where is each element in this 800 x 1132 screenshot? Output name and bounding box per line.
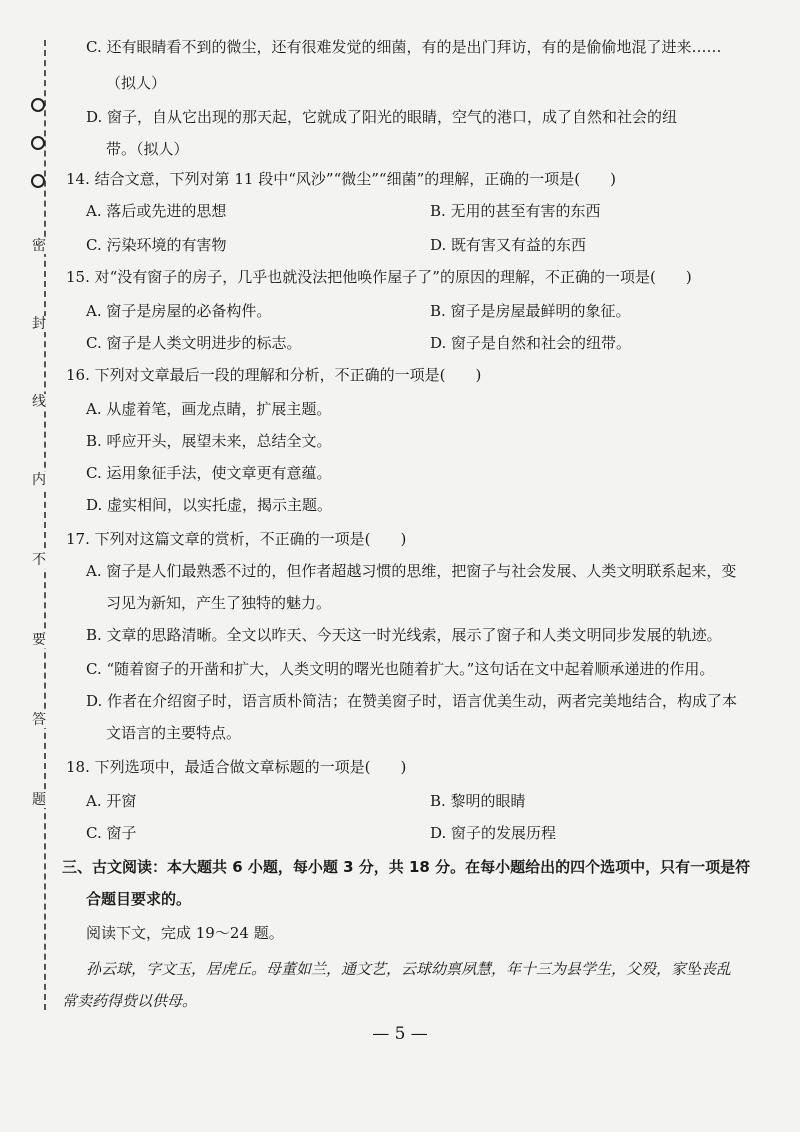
q16-option-c: C. 运用象征手法，使文章更有意蕴。 [86, 464, 332, 482]
binding-hole-circle [31, 136, 45, 150]
q16-stem: 16. 下列对文章最后一段的理解和分析，不正确的一项是( ) [66, 366, 482, 384]
q16-option-a: A. 从虚着笔，画龙点睛，扩展主题。 [86, 400, 332, 418]
q14-option-a: A. 落后或先进的思想 [86, 202, 227, 220]
q14-stem: 14. 结合文意，下列对第 11 段中“风沙”“微尘”“细菌”的理解，正确的一项是( ) [66, 170, 616, 188]
q17-option-d-line1: D. 作者在介绍窗子时，语言质朴简洁；在赞美窗子时，语言优美生动，两者完美地结合，构成了本 [86, 692, 738, 710]
q18-stem: 18. 下列选项中，最适合做文章标题的一项是( ) [66, 758, 407, 776]
side-label: 内 [28, 472, 50, 488]
page-number: — 5 — [372, 1024, 428, 1044]
section3-heading-line2: 合题目要求的。 [86, 890, 192, 908]
q14-option-c: C. 污染环境的有害物 [86, 236, 227, 254]
q15-option-a: A. 窗子是房屋的必备构件。 [86, 302, 272, 320]
side-label: 题 [28, 792, 50, 808]
q18-option-c: C. 窗子 [86, 824, 137, 842]
q18-option-b: B. 黎明的眼睛 [430, 792, 526, 810]
q18-option-a: A. 开窗 [86, 792, 137, 810]
q17-option-a-line1: A. 窗子是人们最熟悉不过的，但作者超越习惯的思维，把窗子与社会发展、人类文明联系起来，变 [86, 562, 737, 580]
q17-stem: 17. 下列对这篇文章的赏析，不正确的一项是( ) [66, 530, 407, 548]
q16-option-d: D. 虚实相间，以实托虚，揭示主题。 [86, 496, 333, 514]
q13-option-d-line1: D. 窗子，自从它出现的那天起，它就成了阳光的眼睛，空气的港口，成了自然和社会的纽 [86, 108, 678, 126]
classical-text-line2: 常卖药得赀以供母。 [62, 992, 198, 1010]
binding-hole-circle [31, 98, 45, 112]
q14-option-d: D. 既有害又有益的东西 [430, 236, 587, 254]
q17-option-a-line2: 习见为新知，产生了独特的魅力。 [106, 594, 332, 612]
q18-option-d: D. 窗子的发展历程 [430, 824, 557, 842]
classical-text-line1: 孙云球，字文玉，居虎丘。母董如兰，通文艺，云球幼禀夙慧，年十三为县学生，父殁，家坠丧乱 [86, 960, 732, 978]
side-label: 封 [28, 316, 50, 332]
section3-instruction: 阅读下文，完成 19～24 题。 [86, 924, 284, 942]
q13-option-c-line1: C. 还有眼睛看不到的微尘，还有很难发觉的细菌，有的是出门拜访，有的是偷偷地混了进来…… [86, 38, 722, 56]
q15-stem: 15. 对“没有窗子的房子，几乎也就没法把他唤作屋子了”的原因的理解，不正确的一项是( ) [66, 268, 692, 286]
q16-option-b: B. 呼应开头，展望未来，总结全文。 [86, 432, 332, 450]
binding-hole-circle [31, 174, 45, 188]
q13-option-c-line2: （拟人） [106, 74, 167, 92]
binding-margin-line [44, 40, 46, 1010]
side-label: 不 [28, 552, 50, 568]
q15-option-c: C. 窗子是人类文明进步的标志。 [86, 334, 302, 352]
q15-option-d: D. 窗子是自然和社会的纽带。 [430, 334, 632, 352]
q14-option-b: B. 无用的甚至有害的东西 [430, 202, 601, 220]
side-label: 线 [28, 394, 50, 410]
section3-heading-line1: 三、古文阅读：本大题共 6 小题，每小题 3 分，共 18 分。在每小题给出的四个选项中，只有一项是符 [62, 858, 751, 876]
q17-option-c: C. “随着窗子的开凿和扩大，人类文明的曙光也随着扩大。”这句话在文中起着顺承递进的作用。 [86, 660, 715, 678]
q13-option-d-line2: 带。（拟人） [106, 140, 189, 158]
side-label: 要 [28, 632, 50, 648]
side-label: 密 [28, 238, 50, 254]
q15-option-b: B. 窗子是房屋最鲜明的象征。 [430, 302, 631, 320]
q17-option-d-line2: 文语言的主要特点。 [106, 724, 242, 742]
q17-option-b: B. 文章的思路清晰。全文以昨天、今天这一时光线索，展示了窗子和人类文明同步发展的轨迹。 [86, 626, 722, 644]
side-label: 答 [28, 712, 50, 728]
